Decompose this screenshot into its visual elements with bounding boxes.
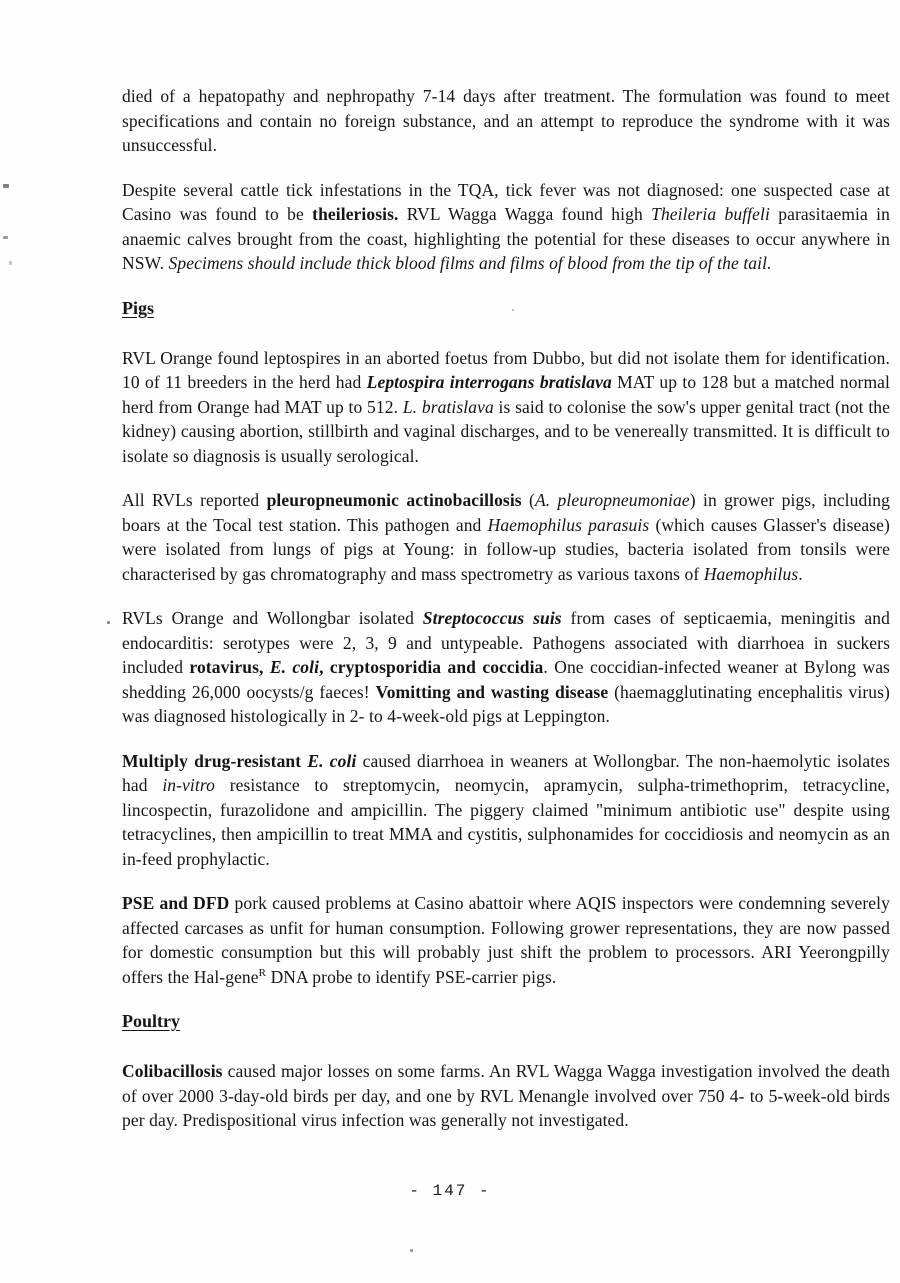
text-run: resistance to streptomycin, neomycin, apramycin, sulpha-trimethoprim, tetracycline, lincospectin, furazolidone and ampicillin. The piggery claimed "minimum antibiotic use" despite using tetracyclines, then ampicillin to treat MMA and cystitis, sulphonamides for coccidiosis and neomycin as an in-feed prophylactic. [122,775,890,869]
scan-speck [3,236,8,239]
text-run: Vomitting and wasting disease [375,681,609,702]
text-run: ) in grower pigs, including boars at the Tocal test station. This pathogen and [122,490,891,535]
text-run: Theileria buffeli [651,204,770,224]
text-run: A. pleuropneumoniae [534,490,690,510]
text-run: All RVLs reported [122,490,267,510]
paragraph [122,488,890,586]
text-run: is said to colonise the sow's upper genital tract (not the kidney) causing abortion, stillbirth and vaginal discharges, and to be venereally transmitted. It is difficult to isolate so diagnosis is usually serological. [122,396,890,466]
section-heading: Pigs [122,297,155,318]
scan-speck [3,184,9,188]
text-run: . [798,563,803,584]
paragraph [122,891,890,989]
text-run: Specimens should include thick blood films and films of blood from the tip of the tail. [168,253,772,273]
text-run: PSE and DFD [122,893,230,913]
text-run: Streptococcus suis [422,608,562,628]
scan-speck [9,261,12,265]
text-run: RVL Wagga Wagga found high [398,204,652,224]
text-run: L. bratislava [402,396,494,417]
scan-speck [512,309,514,311]
paragraph [122,84,890,158]
text-run: Haemophilus [703,563,799,584]
text-run: (haemagglutinating encephalitis virus) was diagnosed histologically in 2- to 4-week-old pigs at Leppington. [122,681,890,726]
text-run: died of a hepatopathy and nephropathy 7-14 days after treatment. The formulation was found to meet specifications and contain no foreign substance, and an attempt to reproduce the syndrome with it was unsuccessful. [122,86,890,155]
text-run: parasitaemia in anaemic calves brought from the coast, highlighting the potential for these diseases to occur anywhere in NSW. [122,204,890,273]
text-run: . One coccidian-infected weaner at Bylong was shedding 26,000 oocysts/g faeces! [122,657,890,702]
text-run: Haemophilus parasuis [487,514,650,535]
text-run: ( [521,490,535,510]
text-run: caused diarrhoea in weaners at Wollongbar. The non-haemolytic isolates had [122,750,890,795]
text-run: from cases of septicaemia, meningitis and endocarditis: serotypes were 2, 3, 9 and untypeable. Pathogens associated with diarrhoea in suckers included [122,608,890,677]
text-run: in-vitro [162,775,215,795]
text-run: rotavirus, [189,657,270,677]
page-number: - 147 - [409,1182,491,1200]
text-run: Despite several cattle tick infestations in the TQA, tick fever was not diagnosed: one suspected case at Casino was found to be [122,179,890,224]
paragraph [122,178,890,276]
text-run: Multiply drug-resistant [122,750,308,771]
text-run: (which causes Glasser's disease) were isolated from lungs of pigs at Young: in follow-up studies, bacteria isolated from tonsils were characterised by gas chromatography and mass spectrometry as various taxons of [122,514,890,584]
text-run: RVL Orange found leptospires in an aborted foetus from Dubbo, but did not isolate them for identification. 10 of 11 breeders in the herd had [122,347,890,392]
paragraph [122,749,890,872]
text-run: E. coli [269,657,320,677]
section-heading: Poultry [122,1011,180,1031]
text-run: Leptospira interrogans bratislava [366,372,612,392]
text-run: MAT up to 128 but a matched normal herd from Orange had MAT up to 512. [122,372,891,417]
document-content [122,84,890,1153]
paragraph [122,606,890,729]
scan-speck [410,1249,413,1252]
text-run: caused major losses on some farms. An RVL Wagga Wagga investigation involved the death of over 2000 3-day-old birds per day, and one by RVL Menangle involved over 750 4- to 5-week-old birds per day. Predispositional virus infection was generally not investigated. [122,1061,890,1130]
scan-speck [107,621,110,624]
paragraph [122,346,890,469]
text-run: DNA probe to identify PSE-carrier pigs. [266,966,557,987]
text-run: pork caused problems at Casino abattoir where AQIS inspectors were condemning severely affected carcases as unfit for human consumption. Following grower representations, they are now passed for domestic consumption but this will probably just shift the problem to processors. ARI Yeerongpilly offers the Hal-gene [122,893,890,987]
text-run: Colibacillosis [122,1061,223,1081]
text-run: , cryptosporidia and coccidia [319,657,544,677]
text-run: RVLs Orange and Wollongbar isolated [122,608,423,628]
text-run: E. coli [307,750,357,771]
text-run: pleuropneumonic actinobacillosis [266,490,522,510]
paragraph [122,1059,890,1133]
text-run: R [258,966,267,979]
text-run: theileriosis. [312,204,399,224]
